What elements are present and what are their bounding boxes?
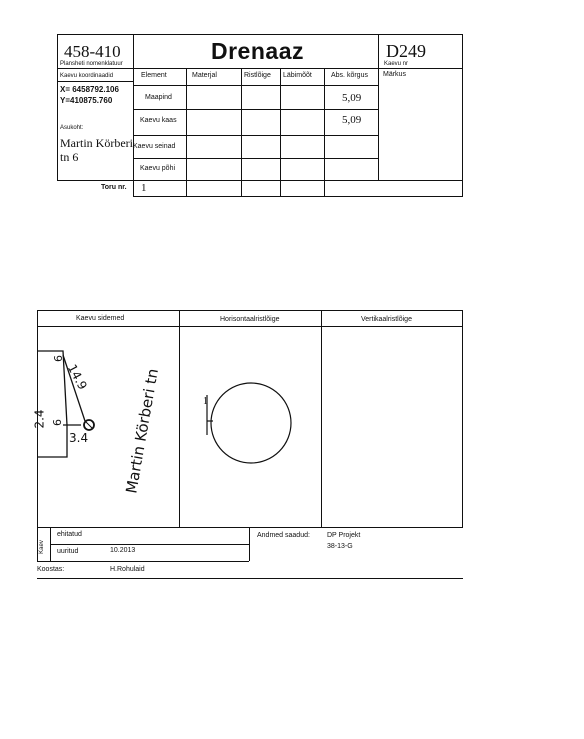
location-line2: tn 6 [60, 150, 79, 164]
col-abs-height: Abs. kõrgus [331, 72, 368, 79]
data-source-line1: DP Projekt [327, 532, 361, 539]
col-element: Element [141, 72, 167, 79]
sketch-dim-side: 2.4 [32, 409, 47, 429]
sketch-number-six: 6 [52, 355, 65, 362]
pipe-label: Toru nr. [101, 184, 127, 191]
sheet-label: Plansheti nomenklatuur [60, 61, 123, 67]
built-label: ehitatud [57, 531, 82, 538]
row-element: Kaevu kaas [140, 117, 177, 124]
surveyed-date: 10.2013 [110, 547, 136, 554]
well-circle [180, 327, 320, 527]
coords-label: Kaevu koordinaadid [60, 73, 114, 79]
well-label: Kaevu nr [384, 61, 409, 67]
well-side-label: Kaev [38, 540, 45, 554]
data-source-label: Andmed saadud: [257, 532, 310, 539]
pipe-mark: 1 [203, 396, 208, 407]
col-horizontal-section: Horisontaalristlõige [220, 316, 280, 323]
location-label: Asukoht: [60, 125, 84, 131]
row-element: Kaevu põhi [140, 165, 176, 172]
col-cross-section: Ristlõige [244, 72, 271, 79]
surveyed-label: uuritud [57, 548, 79, 555]
page-title: Drenaaz [211, 38, 304, 64]
sketch-dim-length: 14.9 [64, 361, 90, 393]
y-coordinate: Y=410875.760 [60, 96, 113, 105]
col-well-links: Kaevu sidemed [76, 315, 125, 322]
sketch-number-six-b: 6 [51, 419, 64, 426]
col-material: Materjal [192, 72, 217, 79]
row-abs-height: 5,09 [342, 114, 362, 126]
row-element: Kaevu seinad [133, 143, 176, 150]
sketch-dim-offset: 3.4 [69, 431, 89, 445]
row-abs-height: 5,09 [342, 92, 362, 104]
compiled-by: H.Rohulaid [110, 566, 145, 573]
col-diameter: Läbimõõt [283, 72, 312, 79]
sketch-street-name: Martin Körberi tn [122, 367, 162, 495]
compiled-label: Koostas: [37, 566, 65, 573]
sheet-number: 458-410 [64, 42, 121, 61]
pipe-value: 1 [141, 182, 147, 194]
x-coordinate: X= 6458792.106 [60, 85, 119, 94]
location-line1: Martin Körberi [60, 136, 133, 150]
col-vertical-section: Vertikaalristlõige [361, 316, 412, 323]
data-source-line2: 38-13-G [327, 543, 353, 550]
remarks-label: Märkus [383, 71, 406, 78]
row-element: Maapind [145, 94, 172, 101]
well-number: D249 [386, 41, 426, 61]
